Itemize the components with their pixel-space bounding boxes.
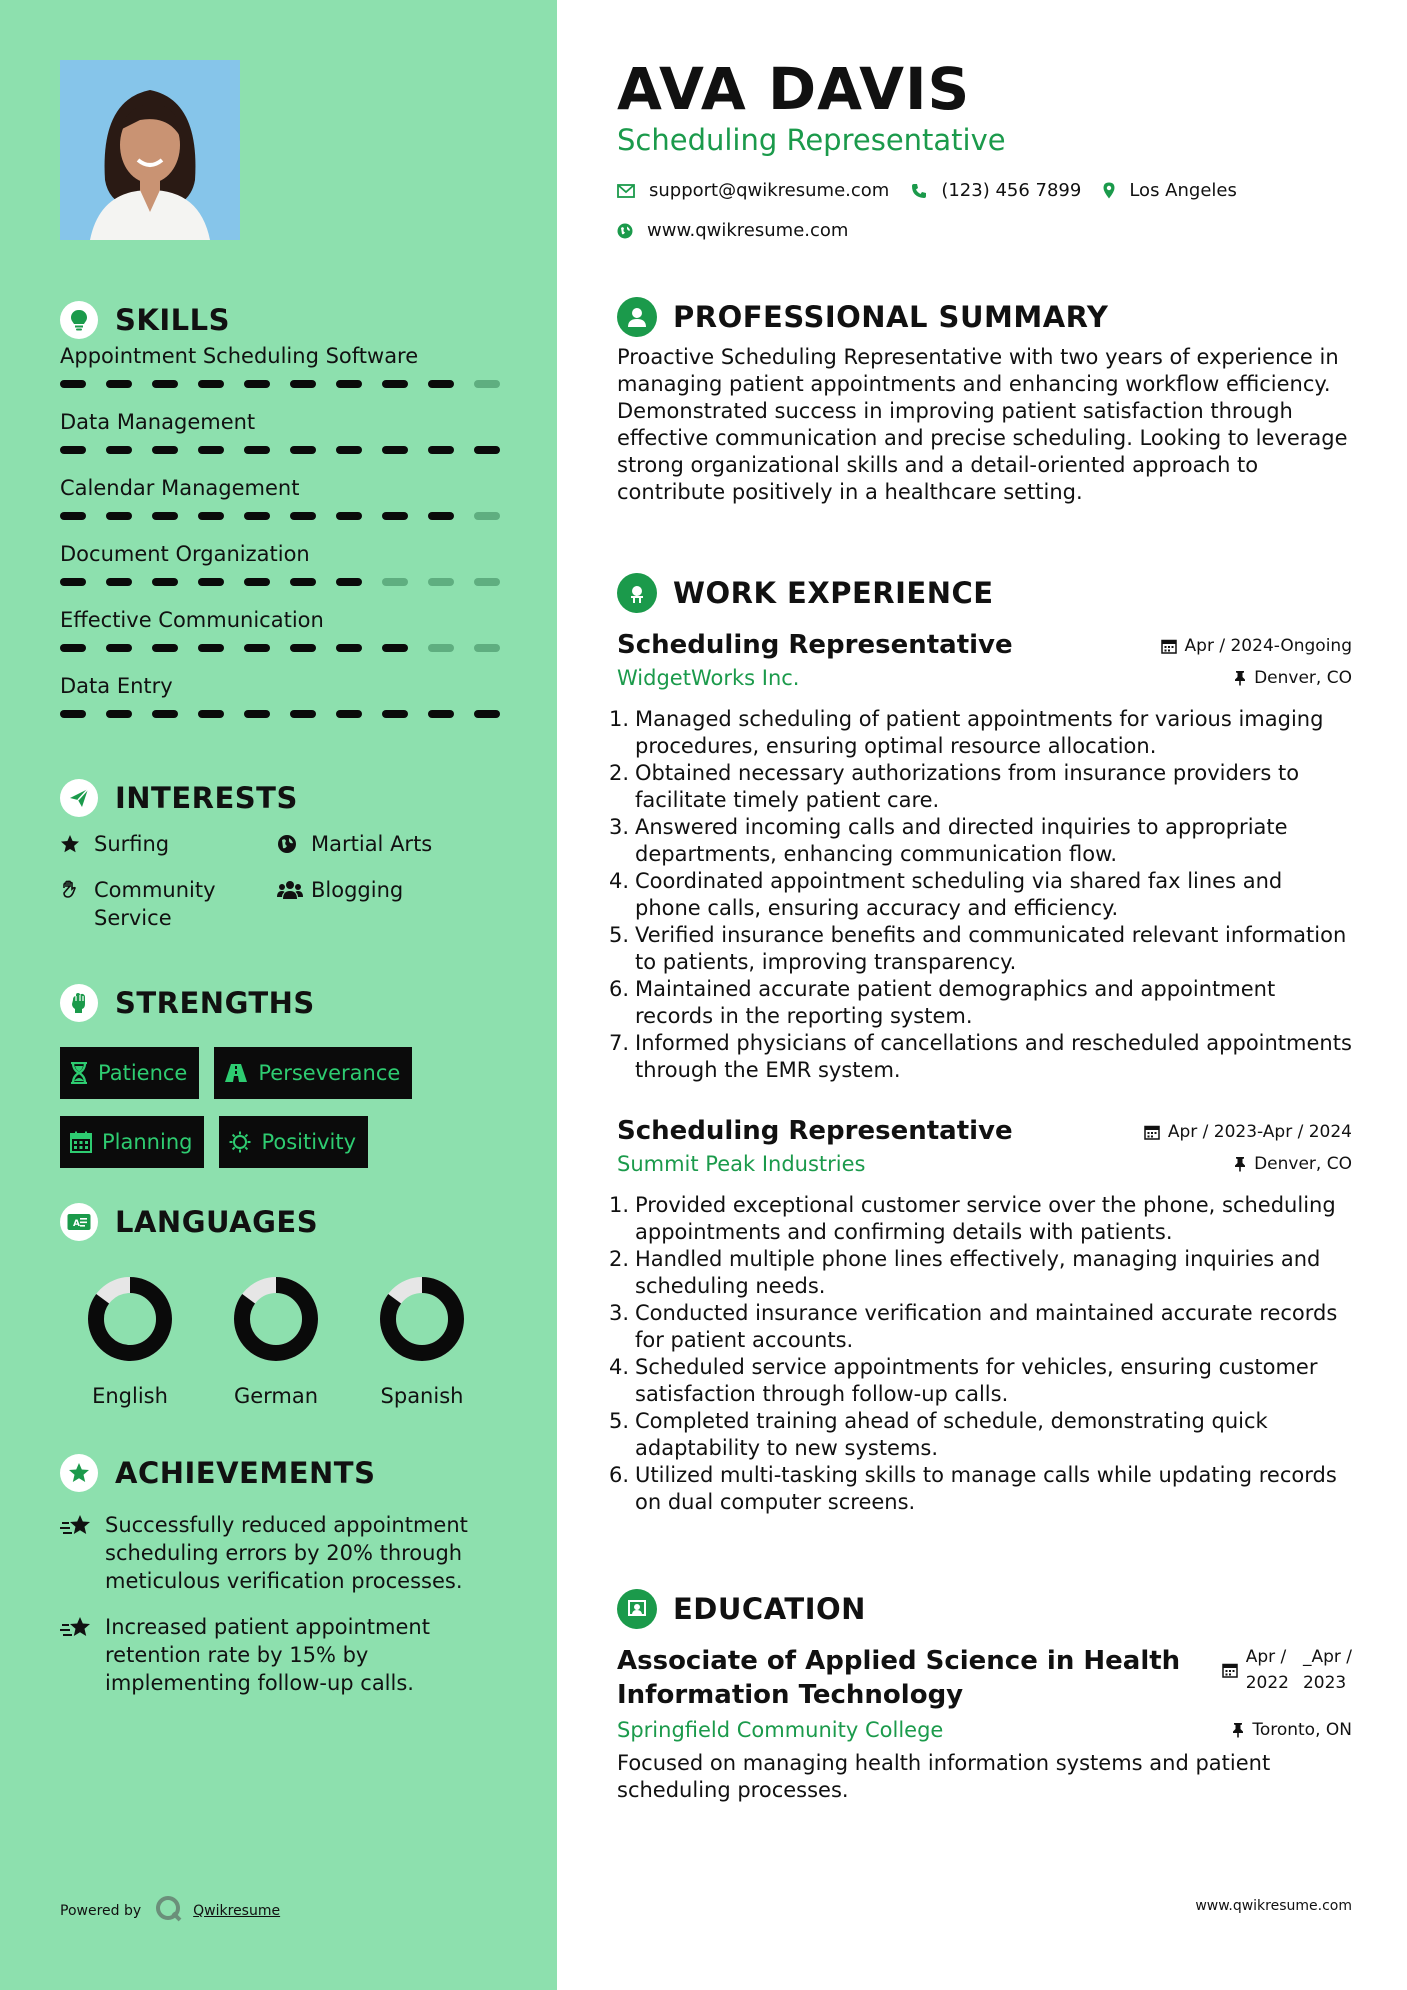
skill-dot <box>198 578 224 586</box>
skill-level-dots <box>60 710 500 718</box>
calendar-icon <box>1222 1662 1238 1678</box>
skill-dot <box>382 512 408 520</box>
skill-dot <box>382 644 408 652</box>
skill-dot <box>474 644 500 652</box>
interest-item: Martial Arts <box>277 830 432 858</box>
language-ring <box>231 1274 321 1364</box>
skill-item <box>60 666 500 732</box>
skill-dot <box>428 578 454 586</box>
duties-list <box>617 706 1352 1084</box>
duty-item: Utilized multi-tasking skills to manage calls while updating records on dual computer screens. <box>635 1463 1337 1514</box>
pushpin-icon <box>1232 1722 1244 1738</box>
road-icon <box>224 1063 248 1083</box>
svg-text:A: A <box>73 1219 80 1229</box>
skill-dot <box>152 710 178 718</box>
duty-item: Provided exceptional customer service over the phone, scheduling appointments and confirming details with patients. <box>635 1193 1336 1244</box>
skill-dot <box>244 446 270 454</box>
language-icon <box>60 1203 98 1241</box>
job-location: Denver, CO <box>1234 668 1352 688</box>
skill-dot <box>428 380 454 388</box>
powered-by: Powered by Qwikresume <box>60 1895 280 1927</box>
duty-item: Conducted insurance verification and maintained accurate records for patient accounts. <box>635 1301 1338 1352</box>
duty-item: Handled multiple phone lines effectively, managing inquiries and scheduling needs. <box>635 1247 1321 1298</box>
duty-item: Answered incoming calls and directed inquiries to appropriate departments, enhancing communication flow. <box>635 815 1288 866</box>
skill-dot <box>474 446 500 454</box>
language-item: German <box>206 1274 346 1408</box>
sun-icon <box>229 1131 251 1153</box>
education-location: Toronto, ON <box>1232 1720 1352 1740</box>
job-title: Scheduling Representative <box>617 1116 1013 1146</box>
qwikresume-logo-icon <box>155 1895 183 1927</box>
skill-dot <box>382 380 408 388</box>
language-item: Spanish <box>352 1274 492 1408</box>
skill-dot <box>336 512 362 520</box>
star-icon <box>60 830 86 858</box>
shooting-star-icon <box>60 1613 94 1645</box>
skill-dot <box>106 578 132 586</box>
experience-section <box>617 572 1352 1516</box>
job-entry <box>617 628 1352 1084</box>
skill-dot <box>152 644 178 652</box>
skill-dot <box>244 578 270 586</box>
job-dates: Apr / 2023-Apr / 2024 <box>1144 1122 1352 1142</box>
skill-dot <box>60 644 86 652</box>
skill-dot <box>428 710 454 718</box>
skill-dot <box>290 578 316 586</box>
skill-dot <box>428 644 454 652</box>
skill-level-dots <box>60 512 500 520</box>
map-pin-icon <box>1103 182 1115 199</box>
skill-dot <box>474 380 500 388</box>
skill-dot <box>336 710 362 718</box>
skill-dot <box>106 512 132 520</box>
skill-name: Appointment Scheduling Software <box>60 344 419 368</box>
education-description: Focused on managing health information systems and patient scheduling processes. <box>617 1751 1271 1802</box>
skill-dot <box>290 380 316 388</box>
calendar-icon <box>1144 1124 1160 1140</box>
job-entry <box>617 1114 1352 1516</box>
skill-item <box>60 600 500 666</box>
website-item[interactable]: www.qwikresume.com <box>617 220 848 241</box>
briefcase-icon <box>617 573 657 613</box>
skill-dot <box>198 512 224 520</box>
skill-name: Calendar Management <box>60 476 300 500</box>
summary-section <box>617 296 1352 506</box>
skill-dot <box>244 512 270 520</box>
strengths-list <box>60 1047 500 1168</box>
globe-icon <box>277 830 303 858</box>
lightbulb-icon <box>60 301 98 339</box>
job-dates: Apr / 2024-Ongoing <box>1161 636 1352 656</box>
education-title: EDUCATION <box>673 1592 866 1626</box>
skill-dot <box>60 380 86 388</box>
strengths-title: STRENGTHS <box>115 986 315 1020</box>
skill-dot <box>244 710 270 718</box>
company-name: WidgetWorks Inc. <box>617 666 800 690</box>
skill-dot <box>382 446 408 454</box>
achievement-item: Successfully reduced appointment scheduling errors by 20% through meticulous verification processes. <box>60 1511 500 1595</box>
candidate-name: AVA DAVIS <box>617 55 971 123</box>
skill-level-dots <box>60 380 500 388</box>
skill-dot <box>428 446 454 454</box>
website-row <box>617 220 870 241</box>
strength-chip: Patience <box>60 1047 199 1099</box>
duty-item: Obtained necessary authorizations from insurance providers to facilitate timely patient care. <box>635 761 1300 812</box>
skill-dot <box>106 710 132 718</box>
award-star-icon <box>60 1454 98 1492</box>
pushpin-icon <box>1234 1156 1246 1172</box>
interests-list <box>60 830 500 948</box>
calendar-icon <box>70 1131 92 1153</box>
skill-dot <box>474 578 500 586</box>
achievements-title: ACHIEVEMENTS <box>115 1456 376 1490</box>
hourglass-icon <box>70 1062 88 1084</box>
envelope-icon <box>617 184 635 198</box>
strength-chip: Positivity <box>219 1116 368 1168</box>
skill-dot <box>290 710 316 718</box>
main-content <box>557 0 1407 1990</box>
skill-name: Effective Communication <box>60 608 324 632</box>
skill-level-dots <box>60 578 500 586</box>
language-ring <box>377 1274 467 1364</box>
duty-item: Informed physicians of cancellations and rescheduled appointments through the EMR system. <box>635 1031 1352 1082</box>
skills-section <box>60 300 500 732</box>
language-item: English <box>60 1274 200 1408</box>
skill-dot <box>382 710 408 718</box>
skill-item <box>60 336 500 402</box>
achievements-section <box>60 1453 500 1715</box>
skill-dot <box>382 578 408 586</box>
skill-dot <box>336 644 362 652</box>
footer-url[interactable]: www.qwikresume.com <box>1195 1898 1352 1914</box>
duty-item: Managed scheduling of patient appointments for various imaging procedures, ensuring optimal resource allocation. <box>635 707 1324 758</box>
languages-title: LANGUAGES <box>115 1205 319 1239</box>
duty-item: Verified insurance benefits and communicated relevant information to patients, improving transparency. <box>635 923 1347 974</box>
globe-icon <box>617 223 633 239</box>
skill-level-dots <box>60 446 500 454</box>
skill-item <box>60 402 500 468</box>
skill-dot <box>198 380 224 388</box>
education-section <box>617 1588 1352 1804</box>
achievements-list <box>60 1511 500 1697</box>
job-location: Denver, CO <box>1234 1154 1352 1174</box>
duty-item: Coordinated appointment scheduling via shared fax lines and phone calls, ensuring accuracy and efficiency. <box>635 869 1283 920</box>
skill-dot <box>290 644 316 652</box>
location-item: Los Angeles <box>1103 180 1237 201</box>
skill-dot <box>336 446 362 454</box>
skill-dot <box>336 380 362 388</box>
skill-dot <box>198 644 224 652</box>
hand-icon <box>60 876 86 904</box>
skill-dot <box>106 380 132 388</box>
skill-name: Data Entry <box>60 674 173 698</box>
summary-text: Proactive Scheduling Representative with two years of experience in managing patient appointments and enhancing workflow efficiency. Demonstrated success in improving patient satisfaction through effective communication and precise scheduling. Looking to leverage strong organizational skills and a detail-oriented approach to contribute positively in a healthcare setting. <box>617 345 1348 504</box>
skill-dot <box>152 578 178 586</box>
shooting-star-icon <box>60 1511 94 1543</box>
school-name: Springfield Community College <box>617 1718 944 1742</box>
skill-dot <box>60 578 86 586</box>
phone-icon <box>911 183 927 199</box>
languages-list <box>60 1274 500 1408</box>
contact-row <box>617 180 1259 201</box>
interest-item: Blogging <box>277 876 403 904</box>
paper-plane-icon <box>60 779 98 817</box>
phone-item[interactable]: (123) 456 7899 <box>911 180 1081 201</box>
language-ring <box>85 1274 175 1364</box>
skill-dot <box>474 512 500 520</box>
degree-title: Associate of Applied Science in Health Information Technology <box>617 1646 1181 1710</box>
skill-dot <box>60 512 86 520</box>
email-item[interactable]: support@qwikresume.com <box>617 180 889 201</box>
skill-dot <box>290 512 316 520</box>
skill-level-dots <box>60 644 500 652</box>
duty-item: Scheduled service appointments for vehicles, ensuring customer satisfaction through follow-up calls. <box>635 1355 1318 1406</box>
skill-dot <box>474 710 500 718</box>
pushpin-icon <box>1234 670 1246 686</box>
skill-item <box>60 468 500 534</box>
strength-chip: Planning <box>60 1116 204 1168</box>
skill-dot <box>152 512 178 520</box>
skill-dot <box>290 446 316 454</box>
duties-list <box>617 1192 1352 1516</box>
education-dates: Apr / 2022 _Apr / 2023 <box>1222 1644 1352 1696</box>
skill-dot <box>152 446 178 454</box>
profile-photo <box>60 60 240 240</box>
skill-name: Document Organization <box>60 542 310 566</box>
languages-section <box>60 1202 500 1408</box>
duty-item: Maintained accurate patient demographics and appointment records in the reporting system. <box>635 977 1276 1028</box>
skills-list <box>60 336 500 732</box>
skill-dot <box>60 710 86 718</box>
fist-icon <box>60 984 98 1022</box>
summary-title: PROFESSIONAL SUMMARY <box>673 300 1109 334</box>
strength-chip: Perseverance <box>214 1047 412 1099</box>
sidebar <box>0 0 557 1990</box>
calendar-icon <box>1161 638 1177 654</box>
skill-item <box>60 534 500 600</box>
achievement-item: Increased patient appointment retention rate by 15% by implementing follow-up calls. <box>60 1613 500 1697</box>
qwikresume-link[interactable]: Qwikresume <box>193 1903 281 1919</box>
experience-title: WORK EXPERIENCE <box>673 576 994 610</box>
interests-section <box>60 778 500 948</box>
strengths-section <box>60 983 500 1185</box>
graduation-icon <box>617 1589 657 1629</box>
company-name: Summit Peak Industries <box>617 1152 866 1176</box>
skill-dot <box>60 446 86 454</box>
interest-item: Surfing <box>60 830 169 858</box>
skills-title: SKILLS <box>115 303 230 337</box>
skill-dot <box>244 644 270 652</box>
job-title: Scheduling Representative <box>617 630 1013 660</box>
education-entry <box>617 1644 1352 1804</box>
skill-name: Data Management <box>60 410 256 434</box>
user-icon <box>617 297 657 337</box>
skill-dot <box>428 512 454 520</box>
interest-item: Community Service <box>60 876 224 932</box>
skill-dot <box>336 578 362 586</box>
skill-dot <box>198 446 224 454</box>
interests-title: INTERESTS <box>115 781 298 815</box>
skill-dot <box>244 380 270 388</box>
skill-dot <box>106 446 132 454</box>
skill-dot <box>106 644 132 652</box>
duty-item: Completed training ahead of schedule, demonstrating quick adaptability to new systems. <box>635 1409 1268 1460</box>
users-icon <box>277 876 303 904</box>
skill-dot <box>152 380 178 388</box>
skill-dot <box>198 710 224 718</box>
candidate-role: Scheduling Representative <box>617 123 1006 157</box>
